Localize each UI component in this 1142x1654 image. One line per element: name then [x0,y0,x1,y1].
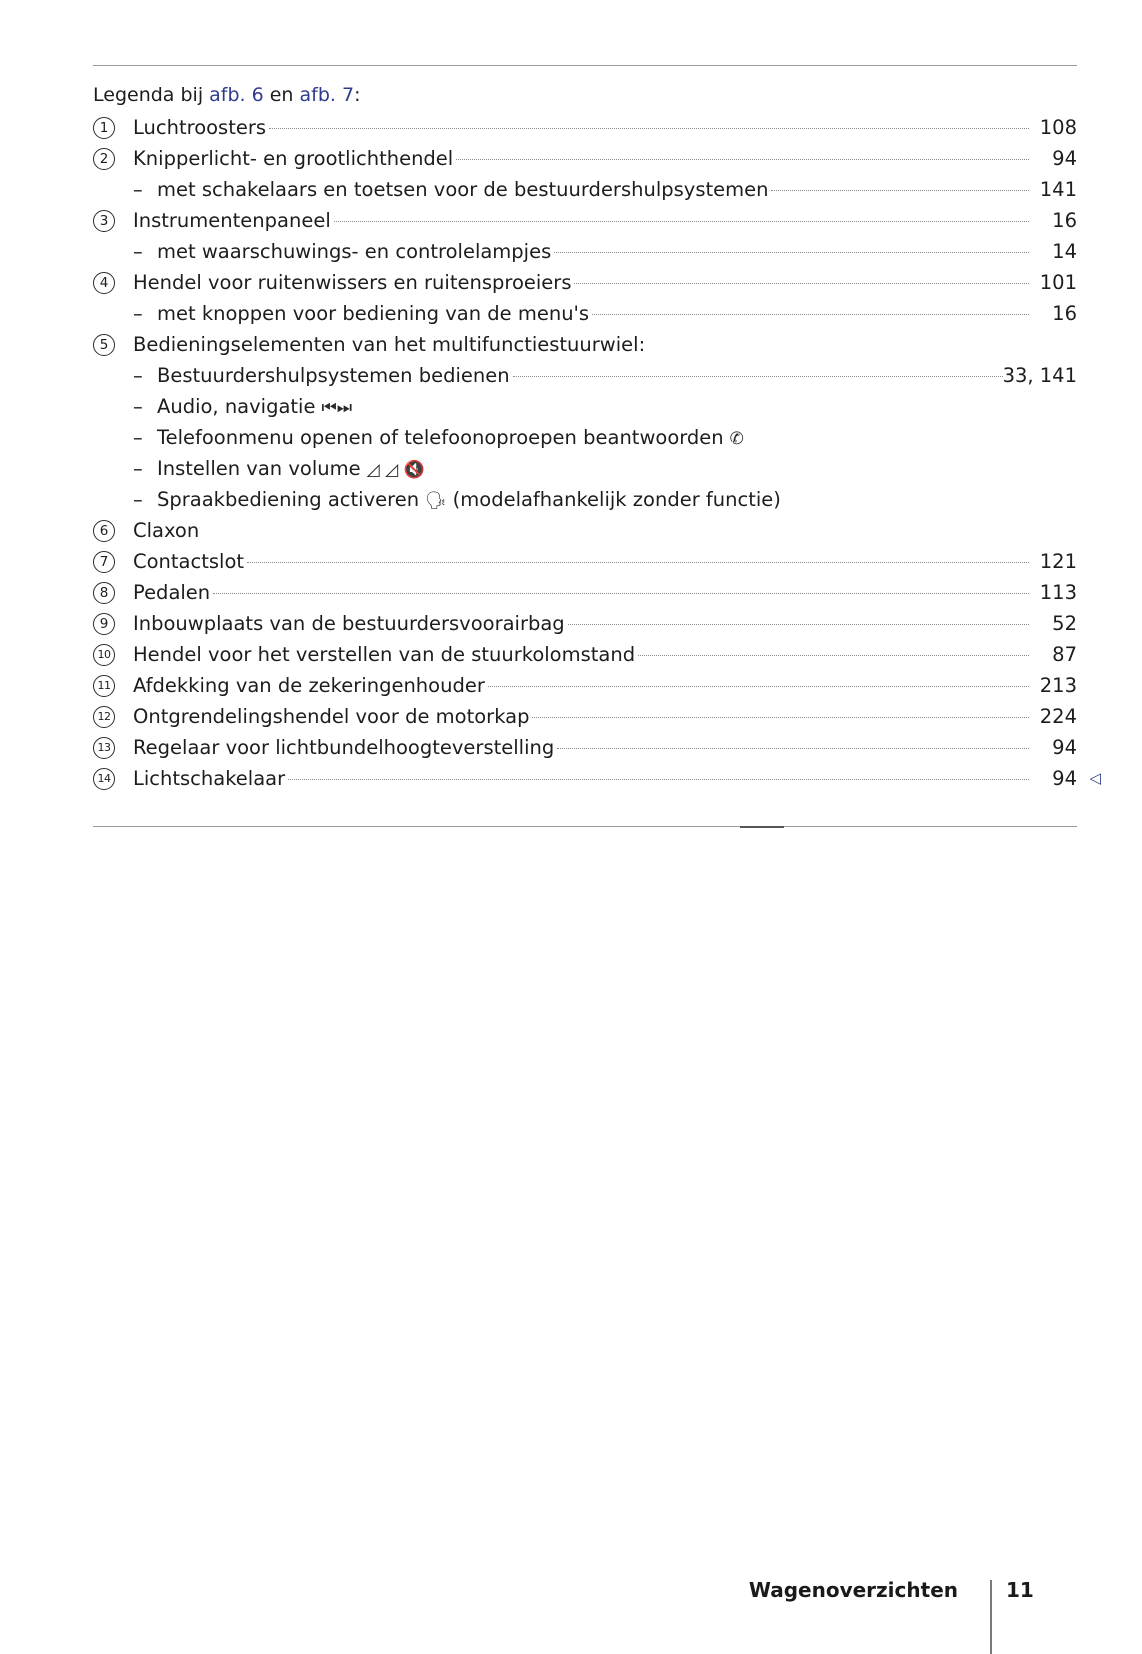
item-number-badge: 3 [93,210,115,232]
subitem-note: (modelafhankelijk zonder functie) [452,488,781,511]
leader-dots [554,252,1029,253]
top-rule [93,65,1077,66]
footer-page-number: 11 [1006,1578,1034,1602]
footer-divider [990,1580,992,1654]
legend-subitem [93,484,1077,515]
item-label: Ontgrendelingshendel voor de motorkap [133,705,530,728]
item-label: Claxon [133,519,200,542]
item-number-badge: 10 [93,644,115,666]
intro-suffix: : [354,84,361,106]
item-label: Contactslot [133,550,245,573]
leader-dots [247,562,1029,563]
item-label: Instrumentenpaneel [133,209,331,232]
legend-item [93,143,1077,174]
skip-track-icon: ⏮⏭ [321,398,353,418]
item-number-badge: 14 [93,768,115,790]
page-reference[interactable]: 113 [1039,581,1077,604]
page-reference[interactable]: 52 [1052,612,1077,635]
legend-item [93,577,1077,608]
leader-dots [213,593,1029,594]
legend-item [93,112,1077,143]
item-number-badge: 6 [93,520,115,542]
legend-item [93,267,1077,298]
leader-dots [592,314,1029,315]
dash-bullet: – [133,240,143,263]
legend-subitem [93,298,1077,329]
item-number-badge: 2 [93,148,115,170]
leader-dots [513,376,1003,377]
item-number-badge: 7 [93,551,115,573]
end-of-section-triangle-icon: ◁ [1089,769,1101,787]
legend-subitem [93,174,1077,205]
dash-bullet: – [133,178,143,201]
item-number-badge: 5 [93,334,115,356]
subitem-label: met schakelaars en toetsen voor de bestuurdershulpsystemen [157,178,769,201]
item-number-badge: 12 [93,706,115,728]
leader-dots [532,717,1029,718]
dash-bullet: – [133,488,143,511]
footer-section-title: Wagenoverzichten [748,1578,958,1602]
legend [93,80,1101,794]
leader-dots [488,686,1029,687]
legend-subitem [93,236,1077,267]
leader-dots [269,128,1029,129]
legend-item [93,639,1077,670]
legend-subitem [93,391,1077,422]
subitem-label: met knoppen voor bediening van de menu's [157,302,590,325]
volume-icons: ◿ ◿ 🔇 [366,460,425,480]
legend-item [93,701,1077,732]
page-reference[interactable]: 33, 141 [1002,364,1077,387]
item-number-badge: 9 [93,613,115,635]
page-reference[interactable]: 16 [1052,302,1077,325]
page-reference[interactable]: 121 [1039,550,1077,573]
legend-item [93,608,1077,639]
leader-dots [456,159,1029,160]
item-label: Lichtschakelaar [133,767,286,790]
subitem-label: met waarschuwings- en controlelampjes [157,240,552,263]
leader-dots [574,283,1029,284]
page-reference[interactable]: 94 [1052,147,1077,170]
subitem-label: Telefoonmenu openen of telefoonoproepen beantwoorden [157,426,724,449]
page-reference[interactable]: 224 [1039,705,1077,728]
legend-item [93,546,1077,577]
item-label: Inbouwplaats van de bestuurdersvoorairbag [133,612,565,635]
item-number-badge: 4 [93,272,115,294]
subitem-label: Bestuurdershulpsystemen bedienen [157,364,510,387]
intro-mid: en [263,84,300,106]
bottom-rule [93,826,1077,827]
subitem-label: Audio, navigatie [157,395,316,418]
intro-prefix: Legenda bij [93,84,210,106]
subitem-label: Instellen van volume [157,457,361,480]
dash-bullet: – [133,457,143,480]
page-reference[interactable]: 108 [1039,116,1077,139]
leader-dots [771,190,1029,191]
leader-dots [334,221,1029,222]
page-reference[interactable]: 16 [1052,209,1077,232]
item-label: Regelaar voor lichtbundelhoogteverstelling [133,736,555,759]
legend-subitem [93,453,1077,484]
phone-icon: ✆ [729,429,744,449]
item-label: Pedalen [133,581,211,604]
page-reference[interactable]: 94 [1052,767,1077,790]
item-label: Knipperlicht- en grootlichthendel [133,147,454,170]
legend-item [93,763,1101,794]
item-label: Luchtroosters [133,116,267,139]
legend-item [93,732,1077,763]
leader-dots [288,779,1029,780]
item-number-badge: 8 [93,582,115,604]
item-label: Bedieningselementen van het multifunctiestuurwiel: [133,333,646,356]
page-reference[interactable]: 94 [1052,736,1077,759]
dash-bullet: – [133,395,143,418]
page-reference[interactable]: 14 [1052,240,1077,263]
leader-dots [638,655,1029,656]
leader-dots [568,624,1029,625]
legend-subitem [93,360,1077,391]
legend-intro [93,80,1077,110]
item-label: Hendel voor het verstellen van de stuurkolomstand [133,643,636,666]
subitem-label: Spraakbediening activeren [157,488,420,511]
legend-item [93,329,1077,360]
page-reference[interactable]: 87 [1052,643,1077,666]
item-number-badge: 13 [93,737,115,759]
legend-item [93,205,1077,236]
dash-bullet: – [133,426,143,449]
item-number-badge: 11 [93,675,115,697]
item-number-badge: 1 [93,117,115,139]
voice-control-icon: 🗣 [425,491,447,511]
figure-link-6[interactable]: afb. 6 [209,84,264,106]
page-reference[interactable]: 213 [1039,674,1077,697]
bottom-rule-tick [740,826,784,828]
dash-bullet: – [133,364,143,387]
page-reference[interactable]: 141 [1039,178,1077,201]
page-reference[interactable]: 101 [1039,271,1077,294]
dash-bullet: – [133,302,143,325]
legend-subitem [93,422,1077,453]
legend-item [93,670,1077,701]
item-label: Afdekking van de zekeringenhouder [133,674,485,697]
item-label: Hendel voor ruitenwissers en ruitensproeiers [133,271,572,294]
leader-dots [557,748,1029,749]
legend-item [93,515,1077,546]
figure-link-7[interactable]: afb. 7 [299,84,355,106]
